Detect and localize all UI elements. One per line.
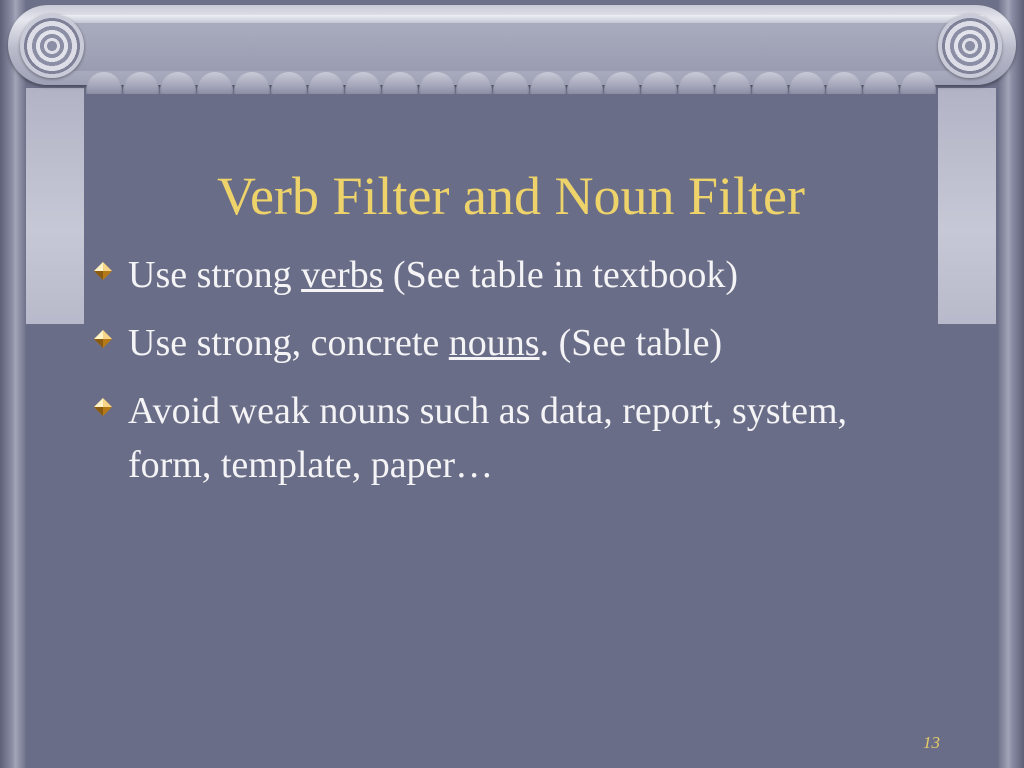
dentil (826, 72, 862, 94)
diamond-bullet-icon (94, 262, 112, 280)
bullet-item (90, 384, 890, 492)
dentil (160, 72, 196, 94)
right-column-shaft (938, 88, 996, 324)
capital-band (56, 23, 984, 71)
diamond-bullet-icon (94, 330, 112, 348)
bullet-text-post: (See table in textbook) (383, 254, 738, 296)
right-column-edge (998, 0, 1024, 768)
bullet-list (90, 248, 890, 506)
dentil (530, 72, 566, 94)
dentil (345, 72, 381, 94)
dentil (382, 72, 418, 94)
dentil (493, 72, 529, 94)
dentil (789, 72, 825, 94)
dentil (271, 72, 307, 94)
bullet-text-post: . (See table) (539, 322, 723, 364)
left-volute-icon (20, 14, 84, 78)
dentil (197, 72, 233, 94)
bullet-text-pre: Avoid weak nouns such as data, report, system, form, template, paper… (128, 390, 848, 486)
bullet-text-pre: Use strong, concrete (128, 322, 449, 364)
bullet-text-pre: Use strong (128, 254, 302, 296)
dentil (86, 72, 122, 94)
left-column-shaft (26, 88, 84, 324)
diamond-bullet-icon (94, 398, 112, 416)
dentil (456, 72, 492, 94)
dentil (900, 72, 936, 94)
right-volute-icon (938, 14, 1002, 78)
dentil (234, 72, 270, 94)
slide-title: Verb Filter and Noun Filter (217, 166, 805, 227)
dentil (641, 72, 677, 94)
bullet-text-emphasis: nouns (448, 322, 540, 364)
page-number: 13 (923, 733, 940, 752)
dentil-row (86, 72, 936, 94)
dentil (604, 72, 640, 94)
bullet-item (90, 316, 890, 370)
left-column-edge (0, 0, 26, 768)
bullet-text-emphasis: verbs (301, 254, 384, 296)
dentil (715, 72, 751, 94)
dentil (419, 72, 455, 94)
dentil (678, 72, 714, 94)
dentil (752, 72, 788, 94)
capital-top-molding (56, 15, 984, 23)
dentil (567, 72, 603, 94)
bullet-item (90, 248, 890, 302)
dentil (863, 72, 899, 94)
dentil (123, 72, 159, 94)
dentil (308, 72, 344, 94)
